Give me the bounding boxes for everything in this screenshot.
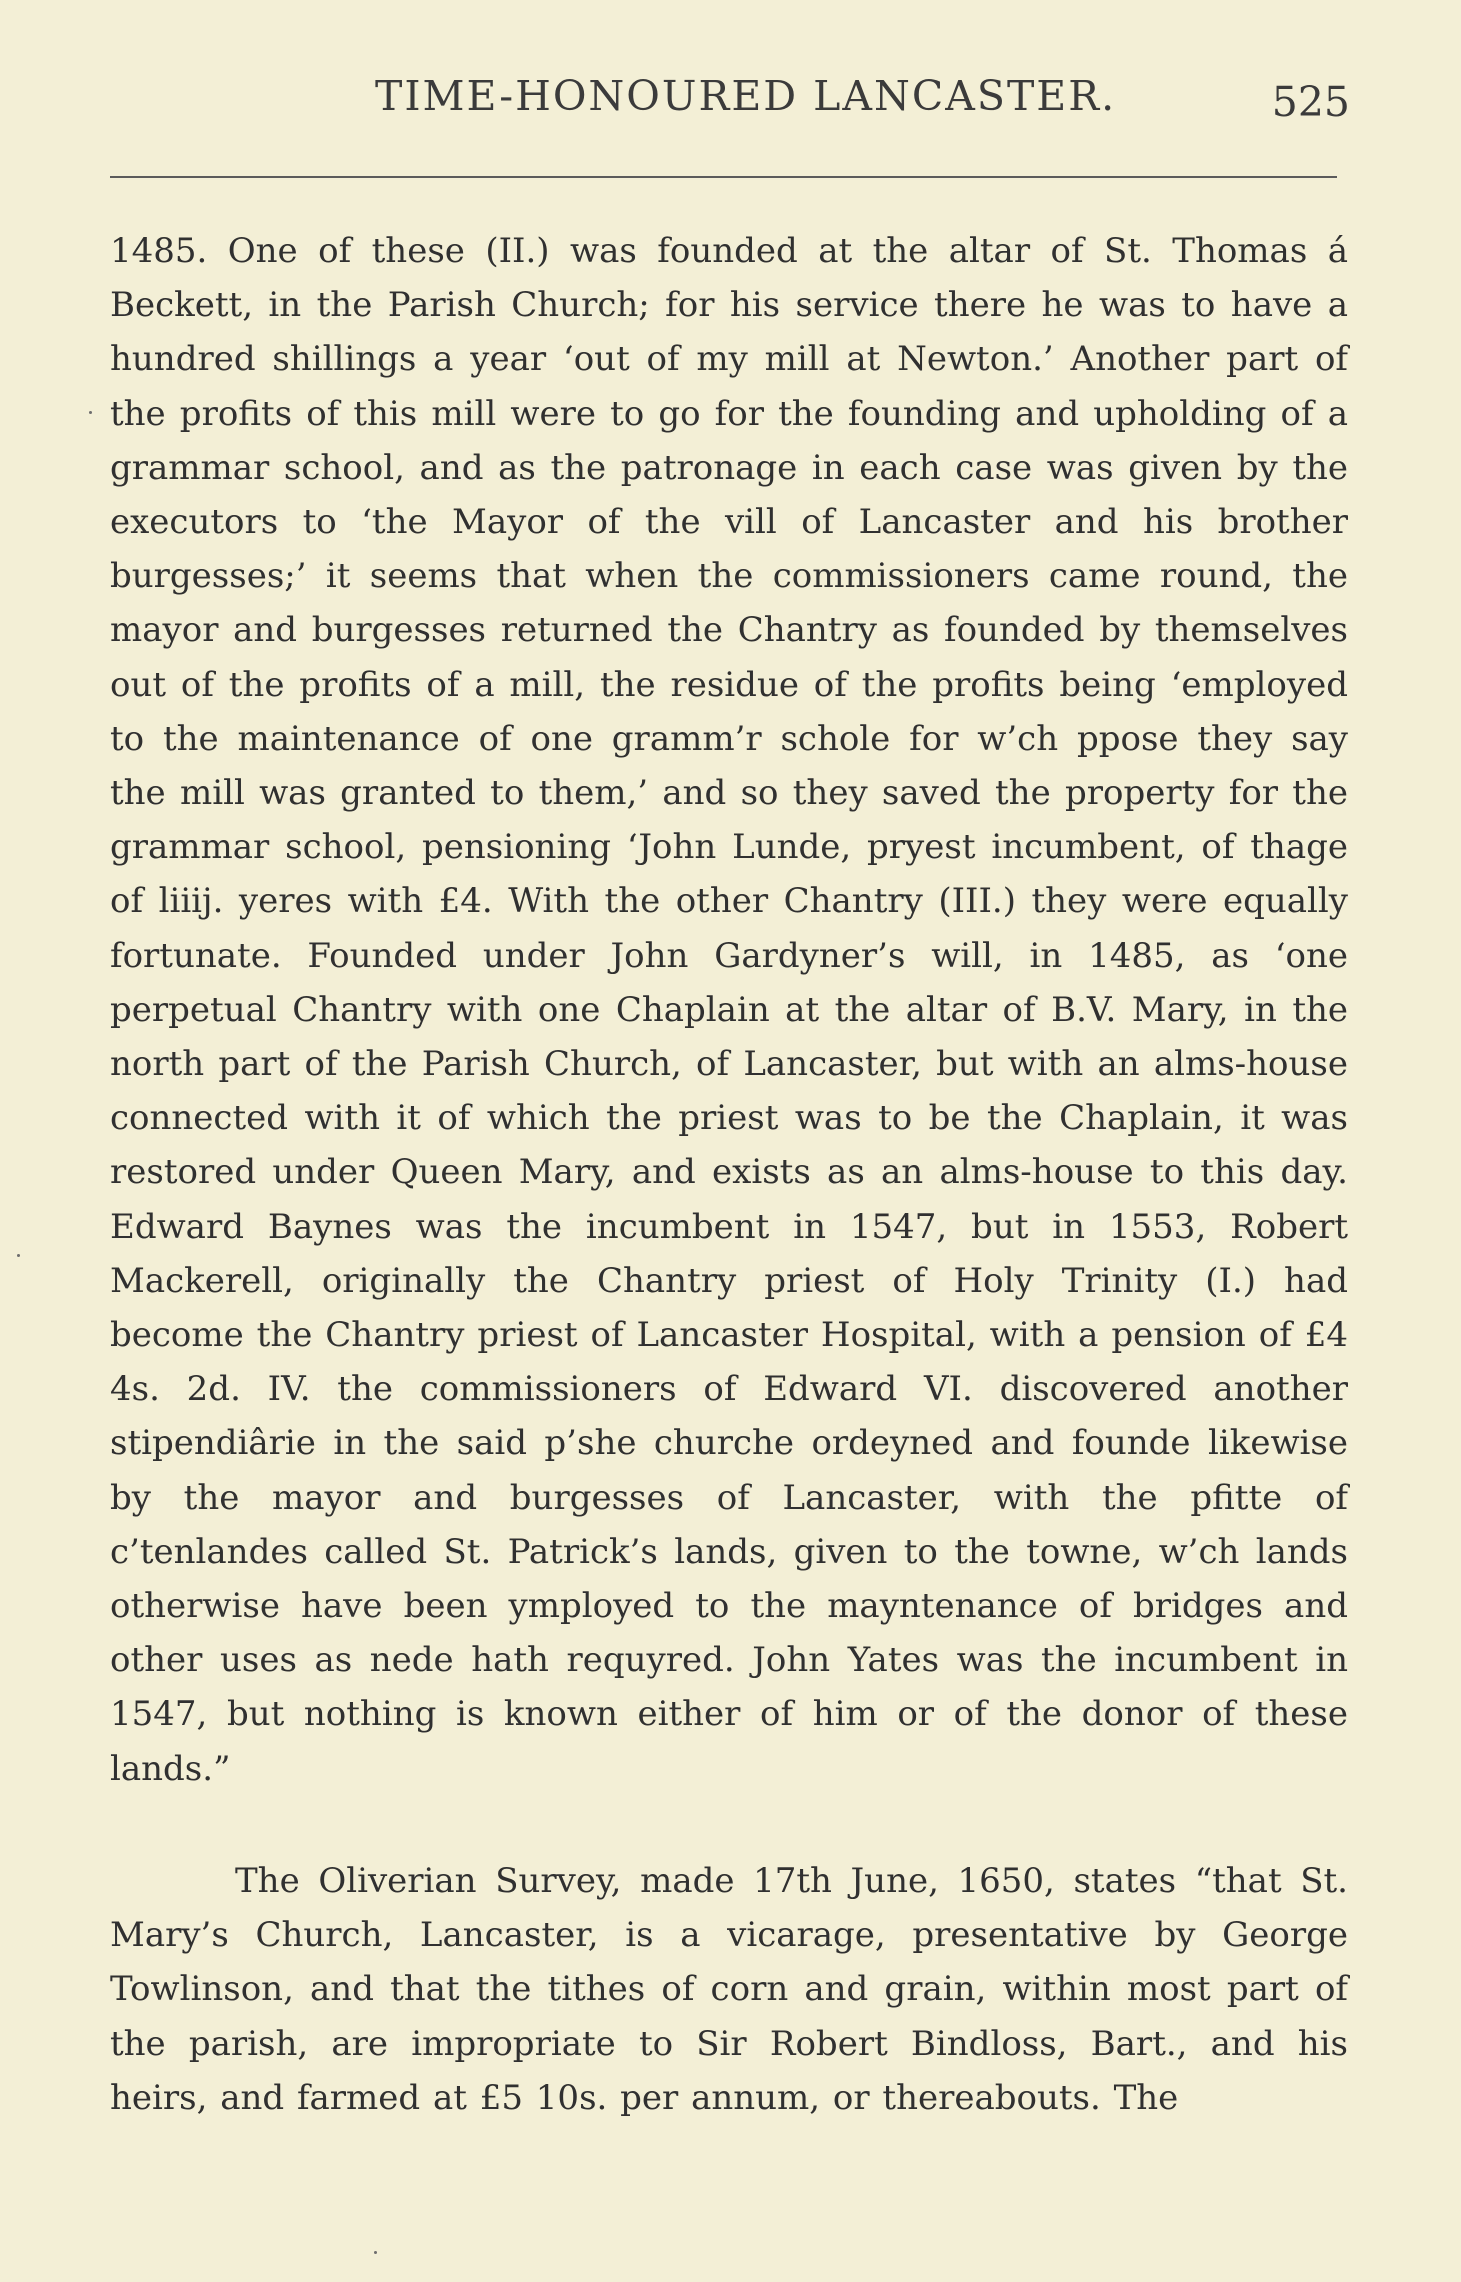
- margin-speck: [374, 2251, 377, 2254]
- margin-speck: [17, 1254, 20, 1257]
- page-body: [110, 224, 1348, 2125]
- page-header: [110, 70, 1350, 130]
- running-title: TIME-HONOURED LANCASTER.: [375, 72, 1117, 120]
- margin-speck: [89, 411, 92, 414]
- header-rule: [110, 176, 1337, 178]
- page-number: 525: [1271, 78, 1350, 126]
- paragraph-chantry-history: 1485. One of these (II.) was founded at the altar of St. Thomas á Beckett, in the Parish Church; for his service there he was to have a hundred shillings a year ‘out of my mill at Newton.’ Another part of the profits of this mill were to go for the founding and upholding of a grammar school, and as the patronage in each case was given by the executors to ‘the Mayor of the vill of Lancaster and his brother burgesses;’ it seems that when the commissioners came round, the mayor and burgesses returned the Chantry as founded by themselves out of the profits of a mill, the residue of the profits being ‘employed to the maintenance of one gramm’r schole for w’ch ppose they say the mill was granted to them,’ and so they saved the property for the grammar school, pensioning ‘John Lunde, pryest incumbent, of thage of liiij. yeres with £4. With the other Chantry (III.) they were equally fortunate. Founded under John Gardyner’s will, in 1485, as ‘one perpetual Chantry with one Chaplain at the altar of B.V. Mary, in the north part of the Parish Church, of Lancaster, but with an alms-house connected with it of which the priest was to be the Chaplain, it was restored under Queen Mary, and exists as an alms-house to this day. Edward Baynes was the incumbent in 1547, but in 1553, Robert Mackerell, originally the Chantry priest of Holy Trinity (I.) had become the Chantry priest of Lancaster Hospital, with a pension of £4 4s. 2d. IV. the commissioners of Edward VI. discovered another stipendiârie in the said p’she churche ordeyned and founde likewise by the mayor and burgesses of Lancaster, with the pfitte of c’tenlandes called St. Patrick’s lands, given to the towne, w’ch lands otherwise have been ymployed to the mayntenance of bridges and other uses as nede hath requyred. John Yates was the incumbent in 1547, but nothing is known either of him or of the donor of these lands.”: [110, 231, 1348, 1789]
- paragraph-oliverian-survey: The Oliverian Survey, made 17th June, 1650, states “that St. Mary’s Church, Lancaster, is a vicarage, presentative by George Towlinson, and that the tithes of corn and grain, within most part of the parish, are impropriate to Sir Robert Bindloss, Bart., and his heirs, and farmed at £5 10s. per annum, or thereabouts. The: [110, 1860, 1348, 2118]
